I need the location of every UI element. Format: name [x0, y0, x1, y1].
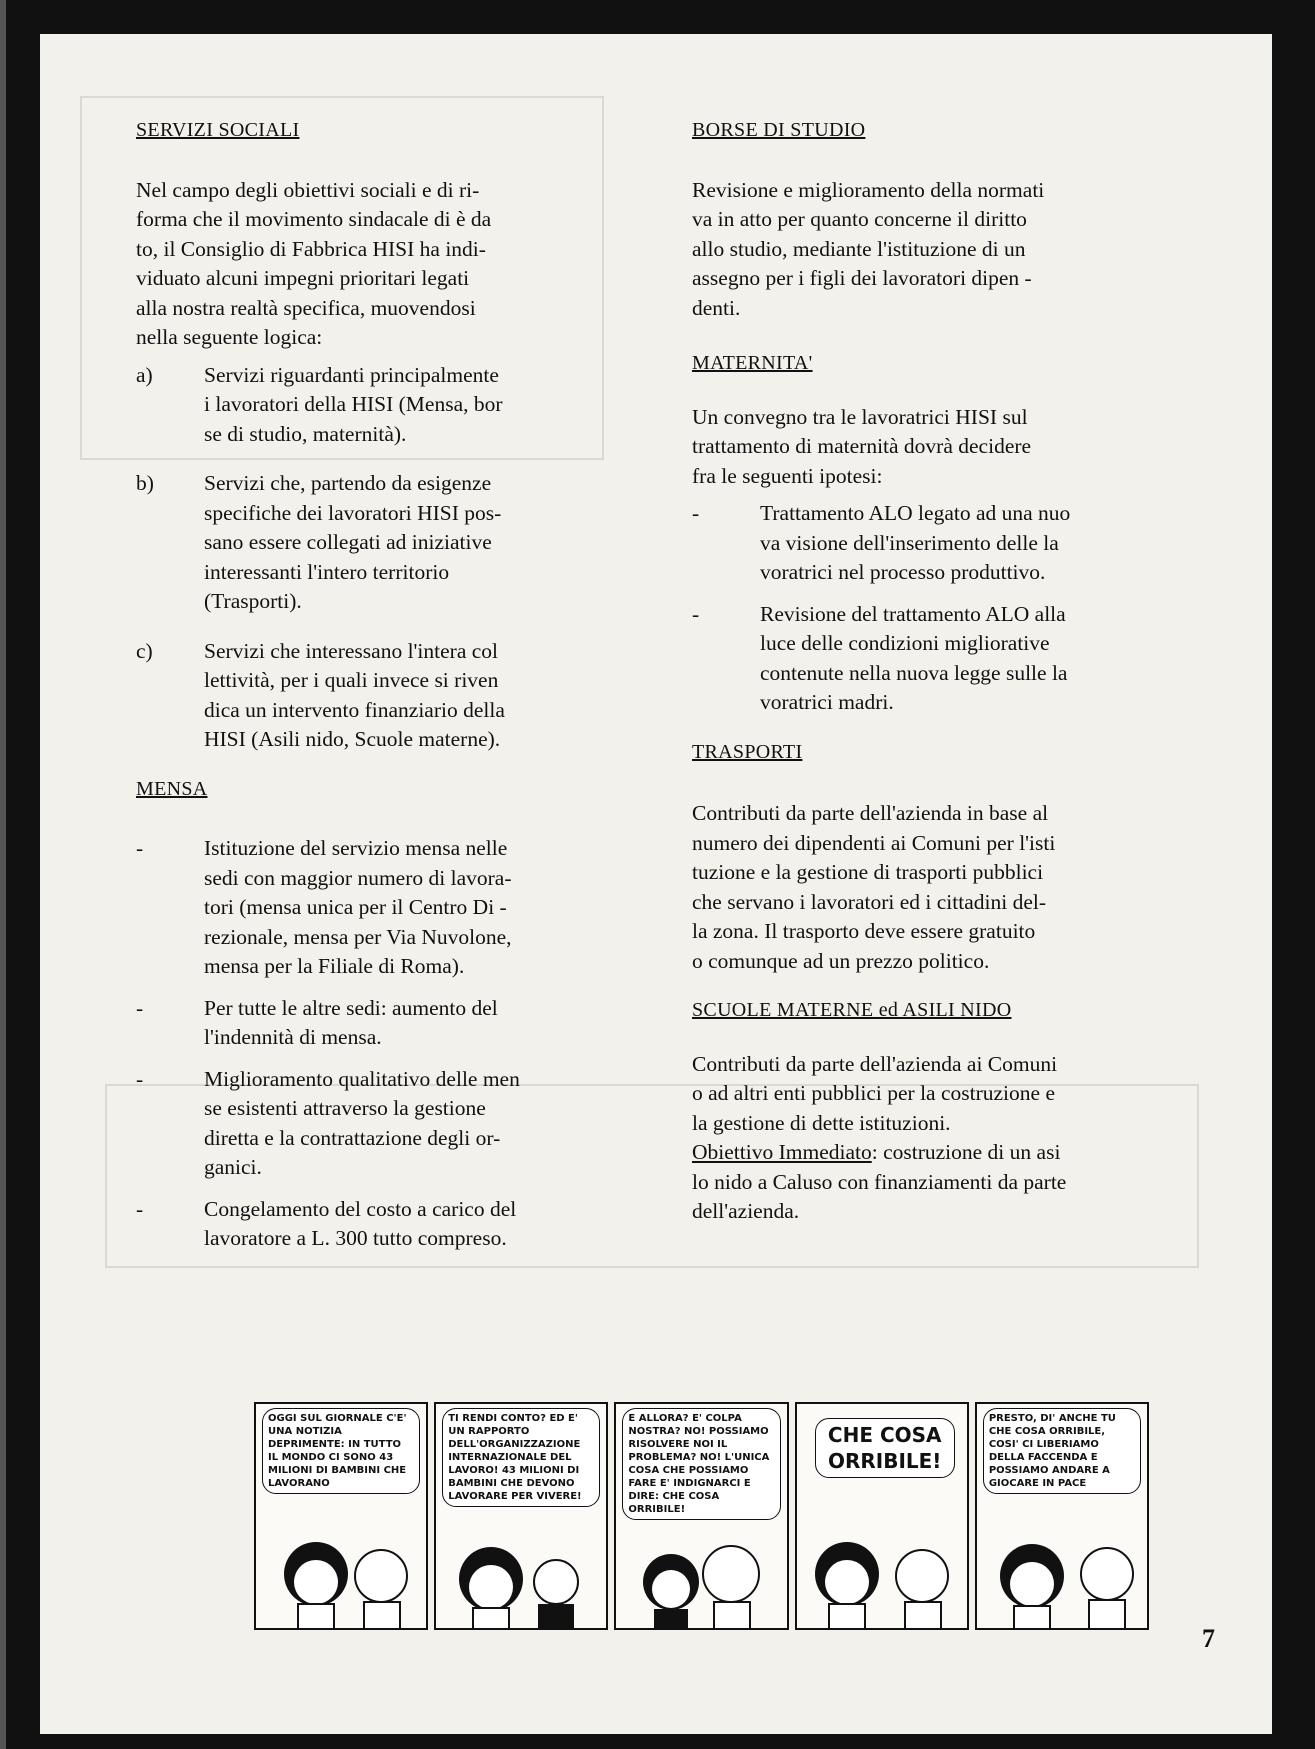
- servizi-intro: Nel campo degli obiettivi sociali e di ri- forma che il movimento sindacale di è da to, il Consiglio di Fabbrica HISI ha indi- viduato alcuni impegni prioritari legati alla nostra realtà specifica, muovendosi nella seguente logica:: [136, 177, 492, 349]
- maternita-item-2: - Revisione del trattamento ALO alla luce delle condizioni migliorative contenute nella nuova legge sulle la voratrici madri.: [692, 601, 1068, 714]
- characters-illustration: [256, 1404, 426, 1628]
- objective-label: Obiettivo Immediato: [692, 1140, 872, 1164]
- comic-panel-5: [975, 1402, 1149, 1630]
- heading-scuole-materne: SCUOLE MATERNE ed ASILI NIDO: [692, 999, 1012, 1021]
- comic-panel-1: [254, 1402, 428, 1630]
- scuole-paragraph: Contributi da parte dell'azienda ai Comuni o ad altri enti pubblici per la costruzione e la gestione di dette istituzioni. Obiettivo Immediato: costruzione di un asi lo nido a Caluso con finanziamenti da parte dell'azienda.: [692, 1050, 1232, 1227]
- comic-panel-3: [614, 1402, 788, 1630]
- servizi-item-a: a) Servizi riguardanti principalmente i lavoratori della HISI (Mensa, bor se di studio, maternità).: [136, 362, 503, 446]
- document-page: [40, 34, 1272, 1734]
- mensa-item-2: - Per tutte le altre sedi: aumento del l'indennità di mensa.: [136, 995, 498, 1049]
- comic-panel-2: [434, 1402, 608, 1630]
- speech-bubble: CHE COSA ORRIBILE!: [815, 1418, 955, 1478]
- comic-panel-4: [795, 1402, 969, 1630]
- comic-strip: [254, 1402, 1149, 1630]
- heading-servizi-sociali: SERVIZI SOCIALI: [136, 119, 300, 141]
- characters-illustration: [616, 1404, 786, 1628]
- characters-illustration: [797, 1404, 967, 1628]
- page-number: 7: [1202, 1624, 1215, 1653]
- maternita-paragraph: Un convegno tra le lavoratrici HISI sul trattamento di maternità dovrà decidere fra le seguenti ipotesi:: [692, 404, 1032, 488]
- speech-bubble: E ALLORA? E' COLPA NOSTRA? NO! POSSIAMO RISOLVERE NOI IL PROBLEMA? NO! L'UNICA COSA CHE POSSIAMO FARE E' INDIGNARCI E DIRE: CHE COSA ORRIBILE!: [622, 1408, 780, 1520]
- heading-trasporti: TRASPORTI: [692, 740, 803, 763]
- mensa-item-1: - Istituzione del servizio mensa nelle sedi con maggior numero di lavora- tori (mensa unica per il Centro Di - rezionale, mensa per Via Nuvolone, mensa per la Filiale di Roma).: [136, 836, 512, 978]
- servizi-item-b: b) Servizi che, partendo da esigenze specifiche dei lavoratori HISI pos- sano essere collegati ad iniziative interessanti l'intero territorio (Trasporti).: [136, 471, 502, 613]
- mensa-item-3: - Miglioramento qualitativo delle men se esistenti attraverso la gestione diretta e la contrattazione degli or- ganici.: [136, 1066, 520, 1179]
- right-column: [692, 116, 1232, 1227]
- heading-maternita: MATERNITA': [692, 352, 813, 374]
- objective-line: Obiettivo Immediato: costruzione di un asi: [692, 1140, 1061, 1164]
- characters-illustration: [436, 1404, 606, 1628]
- book-spine: [0, 0, 6, 1749]
- left-column: [136, 116, 596, 1254]
- servizi-item-c: c) Servizi che interessano l'intera col lettività, per i quali invece si riven dica un intervento finanziario della HISI (Asili nido, Scuole materne).: [136, 638, 505, 751]
- maternita-item-1: - Trattamento ALO legato ad una nuo va visione dell'inserimento delle la voratrici nel processo produttivo.: [692, 501, 1071, 584]
- trasporti-paragraph: Contributi da parte dell'azienda in base al numero dei dipendenti ai Comuni per l'isti tuzione e la gestione di trasporti pubblici che servano i lavoratori ed i cittadini del- la zona. Il trasporto deve essere gratuito o comunque ad un prezzo politico.: [692, 801, 1056, 973]
- speech-bubble: OGGI SUL GIORNALE C'E' UNA NOTIZIA DEPRIMENTE: IN TUTTO IL MONDO CI SONO 43 MILIONI DI BAMBINI CHE LAVORANO: [262, 1408, 420, 1494]
- borse-paragraph: Revisione e miglioramento della normati va in atto per quanto concerne il diritto allo studio, mediante l'istituzione di un assegno per i figli dei lavoratori dipen - denti.: [692, 177, 1045, 320]
- heading-borse-di-studio: BORSE DI STUDIO: [692, 119, 866, 141]
- speech-bubble: PRESTO, DI' ANCHE TU CHE COSA ORRIBILE, COSI' CI LIBERIAMO DELLA FACCENDA E POSSIAMO ANDARE A GIOCARE IN PACE: [983, 1408, 1141, 1494]
- characters-illustration: [977, 1404, 1147, 1628]
- mensa-item-4: - Congelamento del costo a carico del lavoratore a L. 300 tutto compreso.: [136, 1196, 517, 1250]
- heading-mensa: MENSA: [136, 777, 208, 800]
- speech-bubble: TI RENDI CONTO? ED E' UN RAPPORTO DELL'ORGANIZZAZIONE INTERNAZIONALE DEL LAVORO! 43 MILIONI DI BAMBINI CHE DEVONO LAVORARE PER VIVERE!: [442, 1408, 600, 1507]
